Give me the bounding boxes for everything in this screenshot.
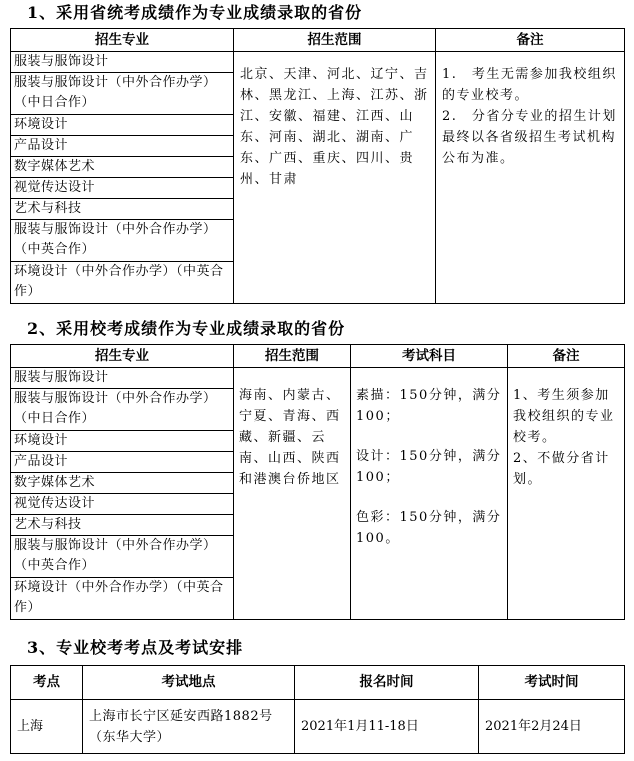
exam-subject: 色彩：150分钟，满分100。 [356, 510, 502, 546]
major-cell: 环境设计 [11, 431, 234, 452]
header-scope: 招生范围 [234, 29, 436, 52]
header-scope: 招生范围 [234, 345, 351, 368]
site-cell: 上海 [11, 700, 83, 754]
header-notes: 备注 [508, 345, 625, 368]
major-cell: 环境设计（中外合作办学）（中英合作） [11, 578, 234, 620]
major-cell: 数字媒体艺术 [11, 473, 234, 494]
major-cell: 服装与服饰设计（中外合作办学）（中英合作） [11, 536, 234, 578]
note-item: 2. 分省分专业的招生计划最终以各省级招生考试机构公布为准。 [442, 109, 617, 166]
major-cell: 产品设计 [11, 452, 234, 473]
header-notes: 备注 [436, 29, 625, 52]
exam-date-cell: 2021年2月24日 [479, 700, 625, 754]
section3-title: 3、专业校考考点及考试安排 [27, 638, 244, 657]
note-item: 2、不做分省计划。 [513, 451, 610, 487]
major-cell: 服装与服饰设计 [11, 368, 234, 389]
header-registration: 报名时间 [295, 666, 479, 700]
scope-text: 海南、内蒙古、宁夏、青海、西藏、新疆、云南、山西、陕西和港澳台侨地区 [239, 388, 341, 487]
section3-table [10, 665, 625, 754]
scope-text: 北京、天津、河北、辽宁、吉林、黑龙江、上海、江苏、浙江、安徽、福建、江西、山东、河南、湖北、湖南、广东、广西、重庆、四川、贵州、甘肃 [240, 67, 429, 187]
major-cell: 服装与服饰设计（中外合作办学）（中英合作） [11, 220, 234, 262]
major-cell: 视觉传达设计 [11, 494, 234, 515]
major-cell: 产品设计 [11, 136, 234, 157]
major-cell: 服装与服饰设计（中外合作办学）（中日合作） [11, 389, 234, 431]
header-major: 招生专业 [11, 345, 234, 368]
section2-title: 2、采用校考成绩作为专业成绩录取的省份 [27, 319, 346, 338]
note-item: 1. 考生无需参加我校组织的专业校考。 [442, 67, 617, 103]
major-cell: 服装与服饰设计（中外合作办学）（中日合作） [11, 73, 234, 115]
header-subjects: 考试科目 [351, 345, 508, 368]
header-exam-time: 考试时间 [479, 666, 625, 700]
major-cell: 环境设计（中外合作办学）（中英合作） [11, 262, 234, 304]
section1-table [10, 28, 625, 304]
major-cell: 艺术与科技 [11, 515, 234, 536]
location-text: 上海市长宁区延安西路1882号（东华大学） [89, 708, 273, 745]
section1-title: 1、采用省统考成绩作为专业成绩录取的省份 [27, 3, 363, 22]
exam-subject: 设计：150分钟，满分100； [356, 449, 502, 485]
major-cell: 数字媒体艺术 [11, 157, 234, 178]
section2-table [10, 344, 625, 620]
major-cell: 艺术与科技 [11, 199, 234, 220]
header-location: 考试地点 [83, 666, 295, 700]
major-cell: 视觉传达设计 [11, 178, 234, 199]
header-site: 考点 [11, 666, 83, 700]
registration-cell: 2021年1月11-18日 [295, 700, 479, 754]
header-major: 招生专业 [11, 29, 234, 52]
major-cell: 环境设计 [11, 115, 234, 136]
exam-subject: 素描：150分钟，满分100； [356, 388, 502, 424]
note-item: 1、考生须参加我校组织的专业校考。 [513, 388, 615, 445]
major-cell: 服装与服饰设计 [11, 52, 234, 73]
